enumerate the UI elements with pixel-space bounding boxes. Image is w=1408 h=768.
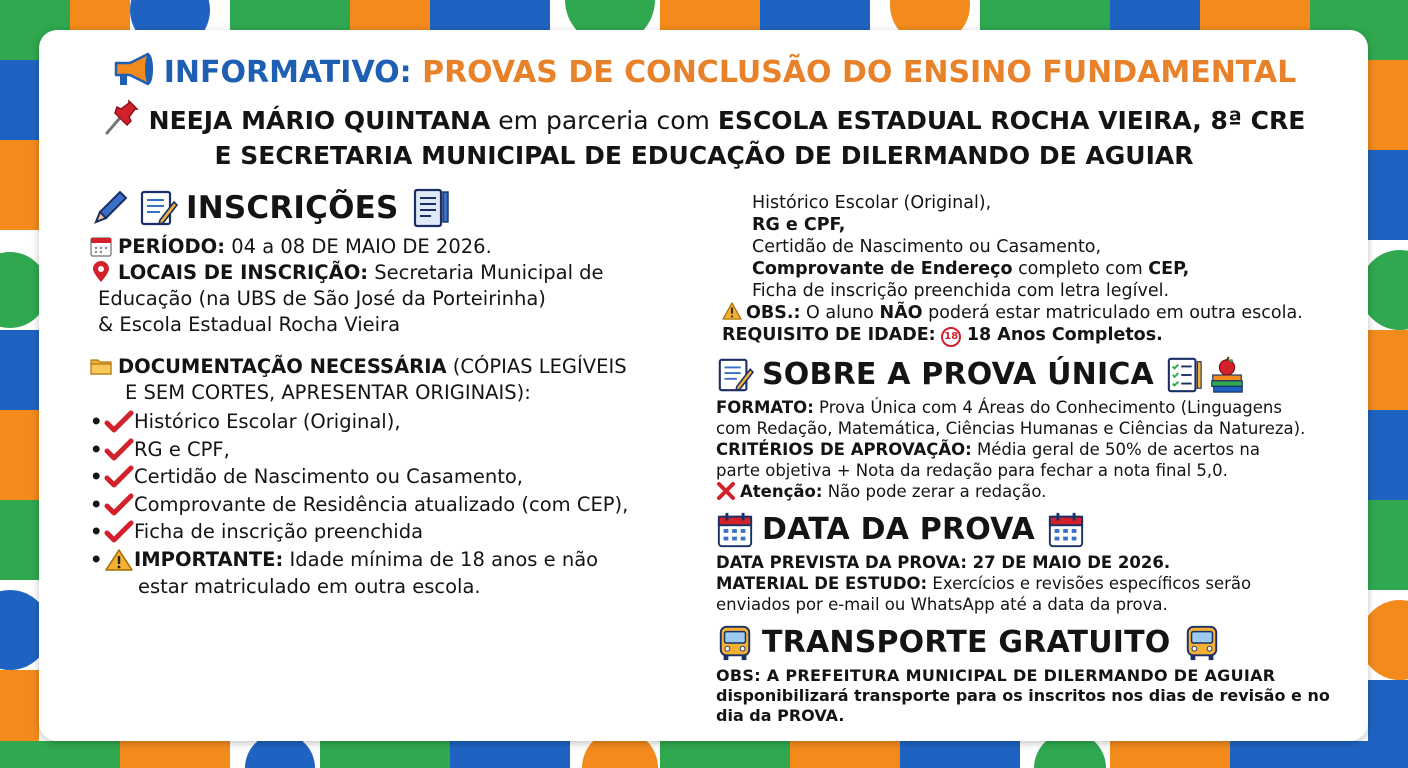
doc-line-2: RG e CPF,: [752, 215, 846, 235]
locais-value-3: & Escola Estadual Rocha Vieira: [98, 313, 401, 336]
doc-line-4: Comprovante de Endereço completo com CEP,: [752, 259, 1190, 279]
document-item: Ficha de inscrição preenchida: [134, 520, 424, 543]
title-prefix: INFORMATIVO:: [163, 55, 412, 90]
checklist-icon: [1166, 356, 1204, 394]
org-secretaria: E SECRETARIA MUNICIPAL DE EDUCAÇÃO DE DILERMANDO DE AGUIAR: [214, 141, 1194, 170]
partnership-connector: em parceria com: [498, 106, 710, 135]
formato-label: FORMATO:: [716, 398, 814, 417]
importante-value-2: estar matriculado em outra escola.: [138, 575, 481, 598]
obs-label: OBS.:: [746, 303, 801, 323]
locais-line: [90, 260, 690, 286]
megaphone-icon: [112, 51, 156, 87]
atencao-line: Atenção: Não pode zerar a redação.: [716, 481, 1356, 502]
title-main: PROVAS DE CONCLUSÃO DO ENSINO FUNDAMENTAL: [422, 55, 1297, 90]
criterios-line: CRITÉRIOS DE APROVAÇÃO: Média geral de 50% de acertos na: [716, 440, 1260, 459]
list-item: • IMPORTANTE: Idade mínima de 18 anos e não: [90, 547, 599, 571]
calendar-icon: [90, 235, 112, 257]
doc-line-3: Certidão de Nascimento ou Casamento,: [752, 237, 1102, 257]
requisito-label: REQUISITO DE IDADE:: [722, 325, 936, 345]
org-escola: ESCOLA ESTADUAL ROCHA VIEIRA, 8ª CRE: [717, 106, 1306, 135]
bus-icon: [1183, 624, 1221, 662]
document-item: Comprovante de Residência atualizado (com CEP),: [134, 492, 629, 516]
periodo-value: 04 a 08 DE MAIO DE 2026.: [231, 235, 492, 258]
data-prova-section: [716, 508, 1356, 615]
document-item: Histórico Escolar (Original),: [134, 410, 401, 433]
atencao-label: Atenção:: [740, 482, 823, 501]
documentacao-note-2: E SEM CORTES, APRESENTAR ORIGINAIS):: [125, 381, 531, 404]
material-label: MATERIAL DE ESTUDO:: [716, 574, 928, 593]
doc-line-5: Ficha de inscrição preenchida com letra legível.: [752, 281, 1170, 301]
warning-icon: [722, 302, 742, 320]
list-item: • RG e CPF,: [90, 436, 690, 464]
inscricoes-heading: [90, 186, 690, 230]
documentacao-note-1: (CÓPIAS LEGÍVEIS: [452, 355, 627, 378]
document-pen-icon: [411, 188, 451, 228]
data-prova-title: DATA DA PROVA: [762, 512, 1035, 547]
calendar-icon: [716, 511, 754, 549]
doc-line-1: Histórico Escolar (Original),: [752, 193, 992, 213]
transporte-section: [716, 621, 1356, 726]
check-mark-icon: [104, 465, 134, 489]
right-column: [716, 192, 1356, 726]
documentacao-line: [90, 354, 690, 380]
material-line: MATERIAL DE ESTUDO: Exercícios e revisões específicos serão: [716, 574, 1252, 593]
folder-icon: [90, 355, 112, 377]
check-mark-icon: [104, 520, 134, 544]
importante-value-1: Idade mínima de 18 anos e não: [289, 547, 599, 571]
data-prova-heading: [716, 508, 1356, 552]
age-18-badge: 18: [941, 327, 961, 347]
check-mark-icon: [104, 493, 134, 517]
documents-repeat-list: [716, 192, 1356, 302]
requisito-line: [716, 324, 1356, 347]
partnership-subtitle: [0, 99, 1408, 173]
transporte-line-2: disponibilizará transporte para os inscritos nos dias de revisão e no: [716, 686, 1330, 705]
list-item: • Ficha de inscrição preenchida: [90, 518, 690, 546]
memo-icon: [138, 188, 178, 228]
document-item: RG e CPF,: [134, 437, 230, 461]
criterios-line-2: parte objetiva + Nota da redação para fechar a nota final 5,0.: [716, 461, 1228, 480]
list-item: • Histórico Escolar (Original),: [90, 408, 690, 436]
org-neeja: NEEJA MÁRIO QUINTANA: [148, 106, 491, 135]
list-item: • Certidão de Nascimento ou Casamento,: [90, 463, 690, 491]
prova-title: SOBRE A PROVA ÚNICA: [762, 357, 1154, 392]
check-mark-icon: [104, 438, 134, 462]
memo-icon: [716, 356, 754, 394]
document-item: Certidão de Nascimento ou Casamento,: [134, 465, 523, 488]
criterios-label: CRITÉRIOS DE APROVAÇÃO:: [716, 440, 972, 459]
documentacao-label: DOCUMENTAÇÃO NECESSÁRIA: [118, 355, 447, 378]
check-mark-icon: [104, 410, 134, 434]
formato-line: FORMATO: Prova Única com 4 Áreas do Conhecimento (Linguagens: [716, 398, 1282, 417]
inscricoes-title: INSCRIÇÕES: [186, 190, 399, 226]
locais-label: LOCAIS DE INSCRIÇÃO:: [118, 261, 369, 284]
material-line-2: enviados por e-mail ou WhatsApp até a data da prova.: [716, 595, 1168, 614]
prova-heading: [716, 353, 1356, 397]
list-item: • Comprovante de Residência atualizado (com CEP),: [90, 491, 690, 519]
periodo-line: [90, 234, 690, 260]
transporte-heading: [716, 621, 1356, 665]
periodo-label: PERÍODO:: [118, 235, 226, 258]
prova-section: [716, 353, 1356, 502]
locais-value-1: Secretaria Municipal de: [374, 261, 604, 284]
importante-label: IMPORTANTE:: [134, 547, 284, 571]
pushpin-icon: [103, 99, 141, 135]
transporte-line-1: OBS: A PREFEITURA MUNICIPAL DE DILERMANDO DE AGUIAR: [716, 666, 1276, 685]
pen-icon: [90, 188, 130, 228]
documents-checklist: [90, 408, 690, 573]
requisito-value: 18 Anos Completos.: [966, 325, 1163, 345]
page-title: [0, 50, 1408, 96]
apple-books-icon: [1208, 356, 1246, 394]
transporte-line-3: dia da PROVA.: [716, 706, 845, 725]
locais-value-2: Educação (na UBS de São José da Porteirinha): [98, 287, 546, 310]
bus-icon: [716, 624, 754, 662]
inscricoes-section: [90, 186, 690, 600]
formato-line-2: com Redação, Matemática, Ciências Humanas e Ciências da Natureza).: [716, 419, 1306, 438]
location-pin-icon: [90, 261, 112, 283]
data-prevista-line: DATA PREVISTA DA PROVA: 27 DE MAIO DE 2026.: [716, 553, 1171, 572]
cross-mark-icon: [716, 482, 736, 500]
obs-line: OBS.: O aluno NÃO poderá estar matriculado em outra escola.: [716, 302, 1356, 324]
warning-icon: [104, 548, 134, 572]
calendar-icon: [1047, 511, 1085, 549]
transporte-title: TRANSPORTE GRATUITO: [762, 625, 1171, 660]
